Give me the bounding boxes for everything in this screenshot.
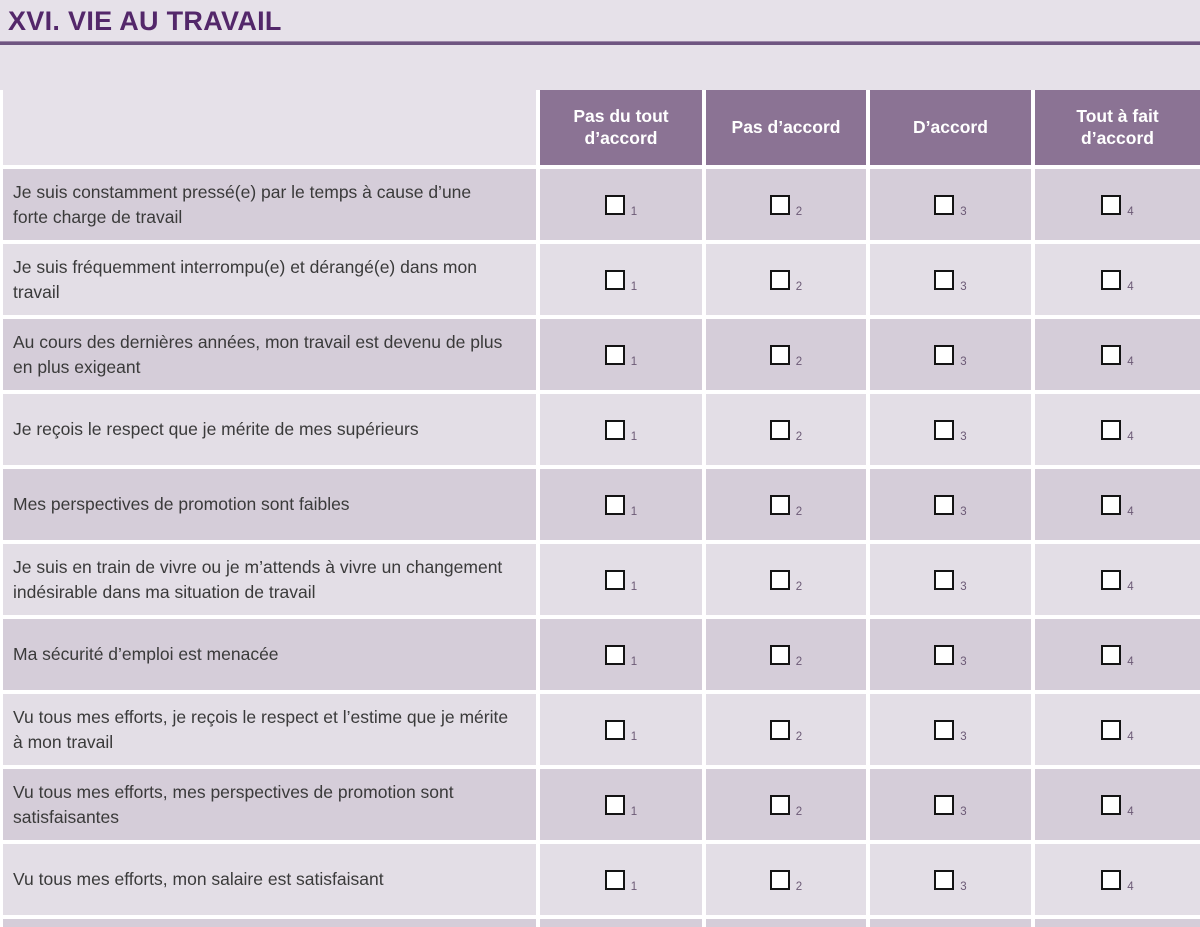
option-number: 4 [1127,581,1134,594]
checkbox[interactable] [605,345,625,365]
answer-cell-pas-du-tout [540,169,702,240]
checkbox[interactable] [770,270,790,290]
section-header [0,0,1200,45]
option-number: 2 [795,806,803,819]
checkbox[interactable] [605,420,625,440]
checkbox[interactable] [1101,570,1121,590]
checkbox[interactable] [605,720,625,740]
answer-cell-pas-du-tout [540,769,702,840]
option-number: 3 [960,731,967,744]
statement-cell: Vu tous mes efforts, je reçois le respect et l’estime que je mérite à mon travail [3,694,536,765]
answer-cell-pas-daccord [706,769,866,840]
answer-cell-pas-daccord [706,244,866,315]
checkbox[interactable] [770,645,790,665]
table-row-sliver [706,919,866,927]
statement-cell: Vu tous mes efforts, mes perspectives de promotion sont satisfaisantes [3,769,536,840]
answer-cell-tout-a-fait [1035,619,1200,690]
answer-cell-daccord [870,544,1031,615]
answer-cell-tout-a-fait [1035,469,1200,540]
checkbox[interactable] [605,645,625,665]
checkbox[interactable] [770,420,790,440]
checkbox[interactable] [770,495,790,515]
checkbox[interactable] [1101,195,1121,215]
statement-cell: Je suis fréquemment interrompu(e) et dérangé(e) dans mon travail [3,244,536,315]
answer-cell-pas-daccord [706,169,866,240]
option-number: 2 [795,581,803,594]
answer-cell-tout-a-fait [1035,844,1200,915]
checkbox[interactable] [1101,870,1121,890]
option-number: 3 [960,431,967,444]
checkbox[interactable] [934,645,954,665]
option-number: 1 [630,581,638,594]
statement-cell: Je suis en train de vivre ou je m’attends à vivre un changement indésirable dans ma situation de travail [3,544,536,615]
answer-cell-pas-daccord [706,544,866,615]
answer-cell-pas-daccord [706,319,866,390]
title-underline [0,41,1200,45]
option-number: 2 [795,431,803,444]
option-number: 2 [795,881,803,894]
option-number: 1 [630,881,638,894]
checkbox[interactable] [770,870,790,890]
answer-cell-pas-du-tout [540,244,702,315]
checkbox[interactable] [1101,795,1121,815]
answer-cell-tout-a-fait [1035,694,1200,765]
checkbox[interactable] [1101,720,1121,740]
option-number: 1 [630,206,638,219]
option-number: 1 [630,356,638,369]
option-number: 2 [795,206,803,219]
option-number: 3 [960,506,967,519]
answer-cell-pas-daccord [706,694,866,765]
statement-cell: Mes perspectives de promotion sont faibles [3,469,536,540]
checkbox[interactable] [934,570,954,590]
checkbox[interactable] [934,195,954,215]
answer-cell-daccord [870,844,1031,915]
answer-cell-daccord [870,394,1031,465]
answer-cell-daccord [870,244,1031,315]
answer-cell-pas-du-tout [540,844,702,915]
answer-cell-pas-du-tout [540,319,702,390]
option-number: 4 [1127,656,1134,669]
statement-cell: Au cours des dernières années, mon travail est devenu de plus en plus exigeant [3,319,536,390]
statement-cell: Je reçois le respect que je mérite de mes supérieurs [3,394,536,465]
checkbox[interactable] [770,570,790,590]
option-number: 3 [960,656,967,669]
checkbox[interactable] [934,420,954,440]
table-row-sliver [870,919,1031,927]
answer-cell-tout-a-fait [1035,394,1200,465]
page-title: XVI. VIE AU TRAVAIL [8,6,282,36]
answer-cell-tout-a-fait [1035,244,1200,315]
table-corner-cell [3,90,536,165]
table-row-sliver [3,919,536,927]
answer-cell-daccord [870,619,1031,690]
answer-cell-pas-du-tout [540,469,702,540]
option-number: 4 [1127,431,1134,444]
checkbox[interactable] [934,270,954,290]
option-number: 4 [1127,731,1134,744]
checkbox[interactable] [770,795,790,815]
answer-cell-tout-a-fait [1035,169,1200,240]
option-number: 1 [630,806,638,819]
option-number: 3 [960,356,967,369]
option-number: 2 [795,356,803,369]
checkbox[interactable] [1101,495,1121,515]
answer-cell-daccord [870,169,1031,240]
option-number: 2 [795,281,803,294]
option-number: 3 [960,281,967,294]
answer-cell-pas-du-tout [540,394,702,465]
option-number: 2 [795,656,803,669]
option-number: 2 [795,731,803,744]
statement-cell: Ma sécurité d’emploi est menacée [3,619,536,690]
answer-cell-daccord [870,769,1031,840]
checkbox[interactable] [934,795,954,815]
checkbox[interactable] [605,870,625,890]
option-number: 4 [1127,206,1134,219]
option-number: 1 [630,656,638,669]
option-number: 4 [1127,506,1134,519]
checkbox[interactable] [605,795,625,815]
answer-cell-tout-a-fait [1035,319,1200,390]
answer-cell-pas-du-tout [540,619,702,690]
option-number: 3 [960,581,967,594]
option-number: 3 [960,206,967,219]
checkbox[interactable] [934,495,954,515]
answer-cell-pas-daccord [706,844,866,915]
statement-cell: Vu tous mes efforts, mon salaire est satisfaisant [3,844,536,915]
agreement-table [0,90,1200,927]
option-number: 2 [795,506,803,519]
option-number: 1 [630,506,638,519]
column-header: Pas d’accord [706,90,866,165]
option-number: 4 [1127,356,1134,369]
checkbox[interactable] [1101,420,1121,440]
answer-cell-daccord [870,319,1031,390]
option-number: 1 [630,281,638,294]
answer-cell-tout-a-fait [1035,544,1200,615]
checkbox[interactable] [770,195,790,215]
option-number: 4 [1127,806,1134,819]
option-number: 1 [630,731,638,744]
answer-cell-daccord [870,694,1031,765]
table-row-sliver [540,919,702,927]
checkbox[interactable] [605,270,625,290]
checkbox[interactable] [1101,270,1121,290]
checkbox[interactable] [770,345,790,365]
answer-cell-pas-du-tout [540,694,702,765]
column-header: Tout à fait d’accord [1035,90,1200,165]
checkbox[interactable] [605,495,625,515]
checkbox[interactable] [770,720,790,740]
option-number: 1 [630,431,638,444]
statement-cell: Je suis constamment pressé(e) par le temps à cause d’une forte charge de travail [3,169,536,240]
checkbox[interactable] [605,195,625,215]
answer-cell-tout-a-fait [1035,769,1200,840]
option-number: 3 [960,806,967,819]
answer-cell-pas-du-tout [540,544,702,615]
option-number: 4 [1127,881,1134,894]
answer-cell-pas-daccord [706,469,866,540]
column-header: D’accord [870,90,1031,165]
checkbox[interactable] [1101,345,1121,365]
option-number: 4 [1127,281,1134,294]
column-header: Pas du tout d’accord [540,90,702,165]
answer-cell-daccord [870,469,1031,540]
checkbox[interactable] [605,570,625,590]
checkbox[interactable] [1101,645,1121,665]
answer-cell-pas-daccord [706,619,866,690]
checkbox[interactable] [934,870,954,890]
checkbox[interactable] [934,345,954,365]
option-number: 3 [960,881,967,894]
answer-cell-pas-daccord [706,394,866,465]
checkbox[interactable] [934,720,954,740]
table-row-sliver [1035,919,1200,927]
